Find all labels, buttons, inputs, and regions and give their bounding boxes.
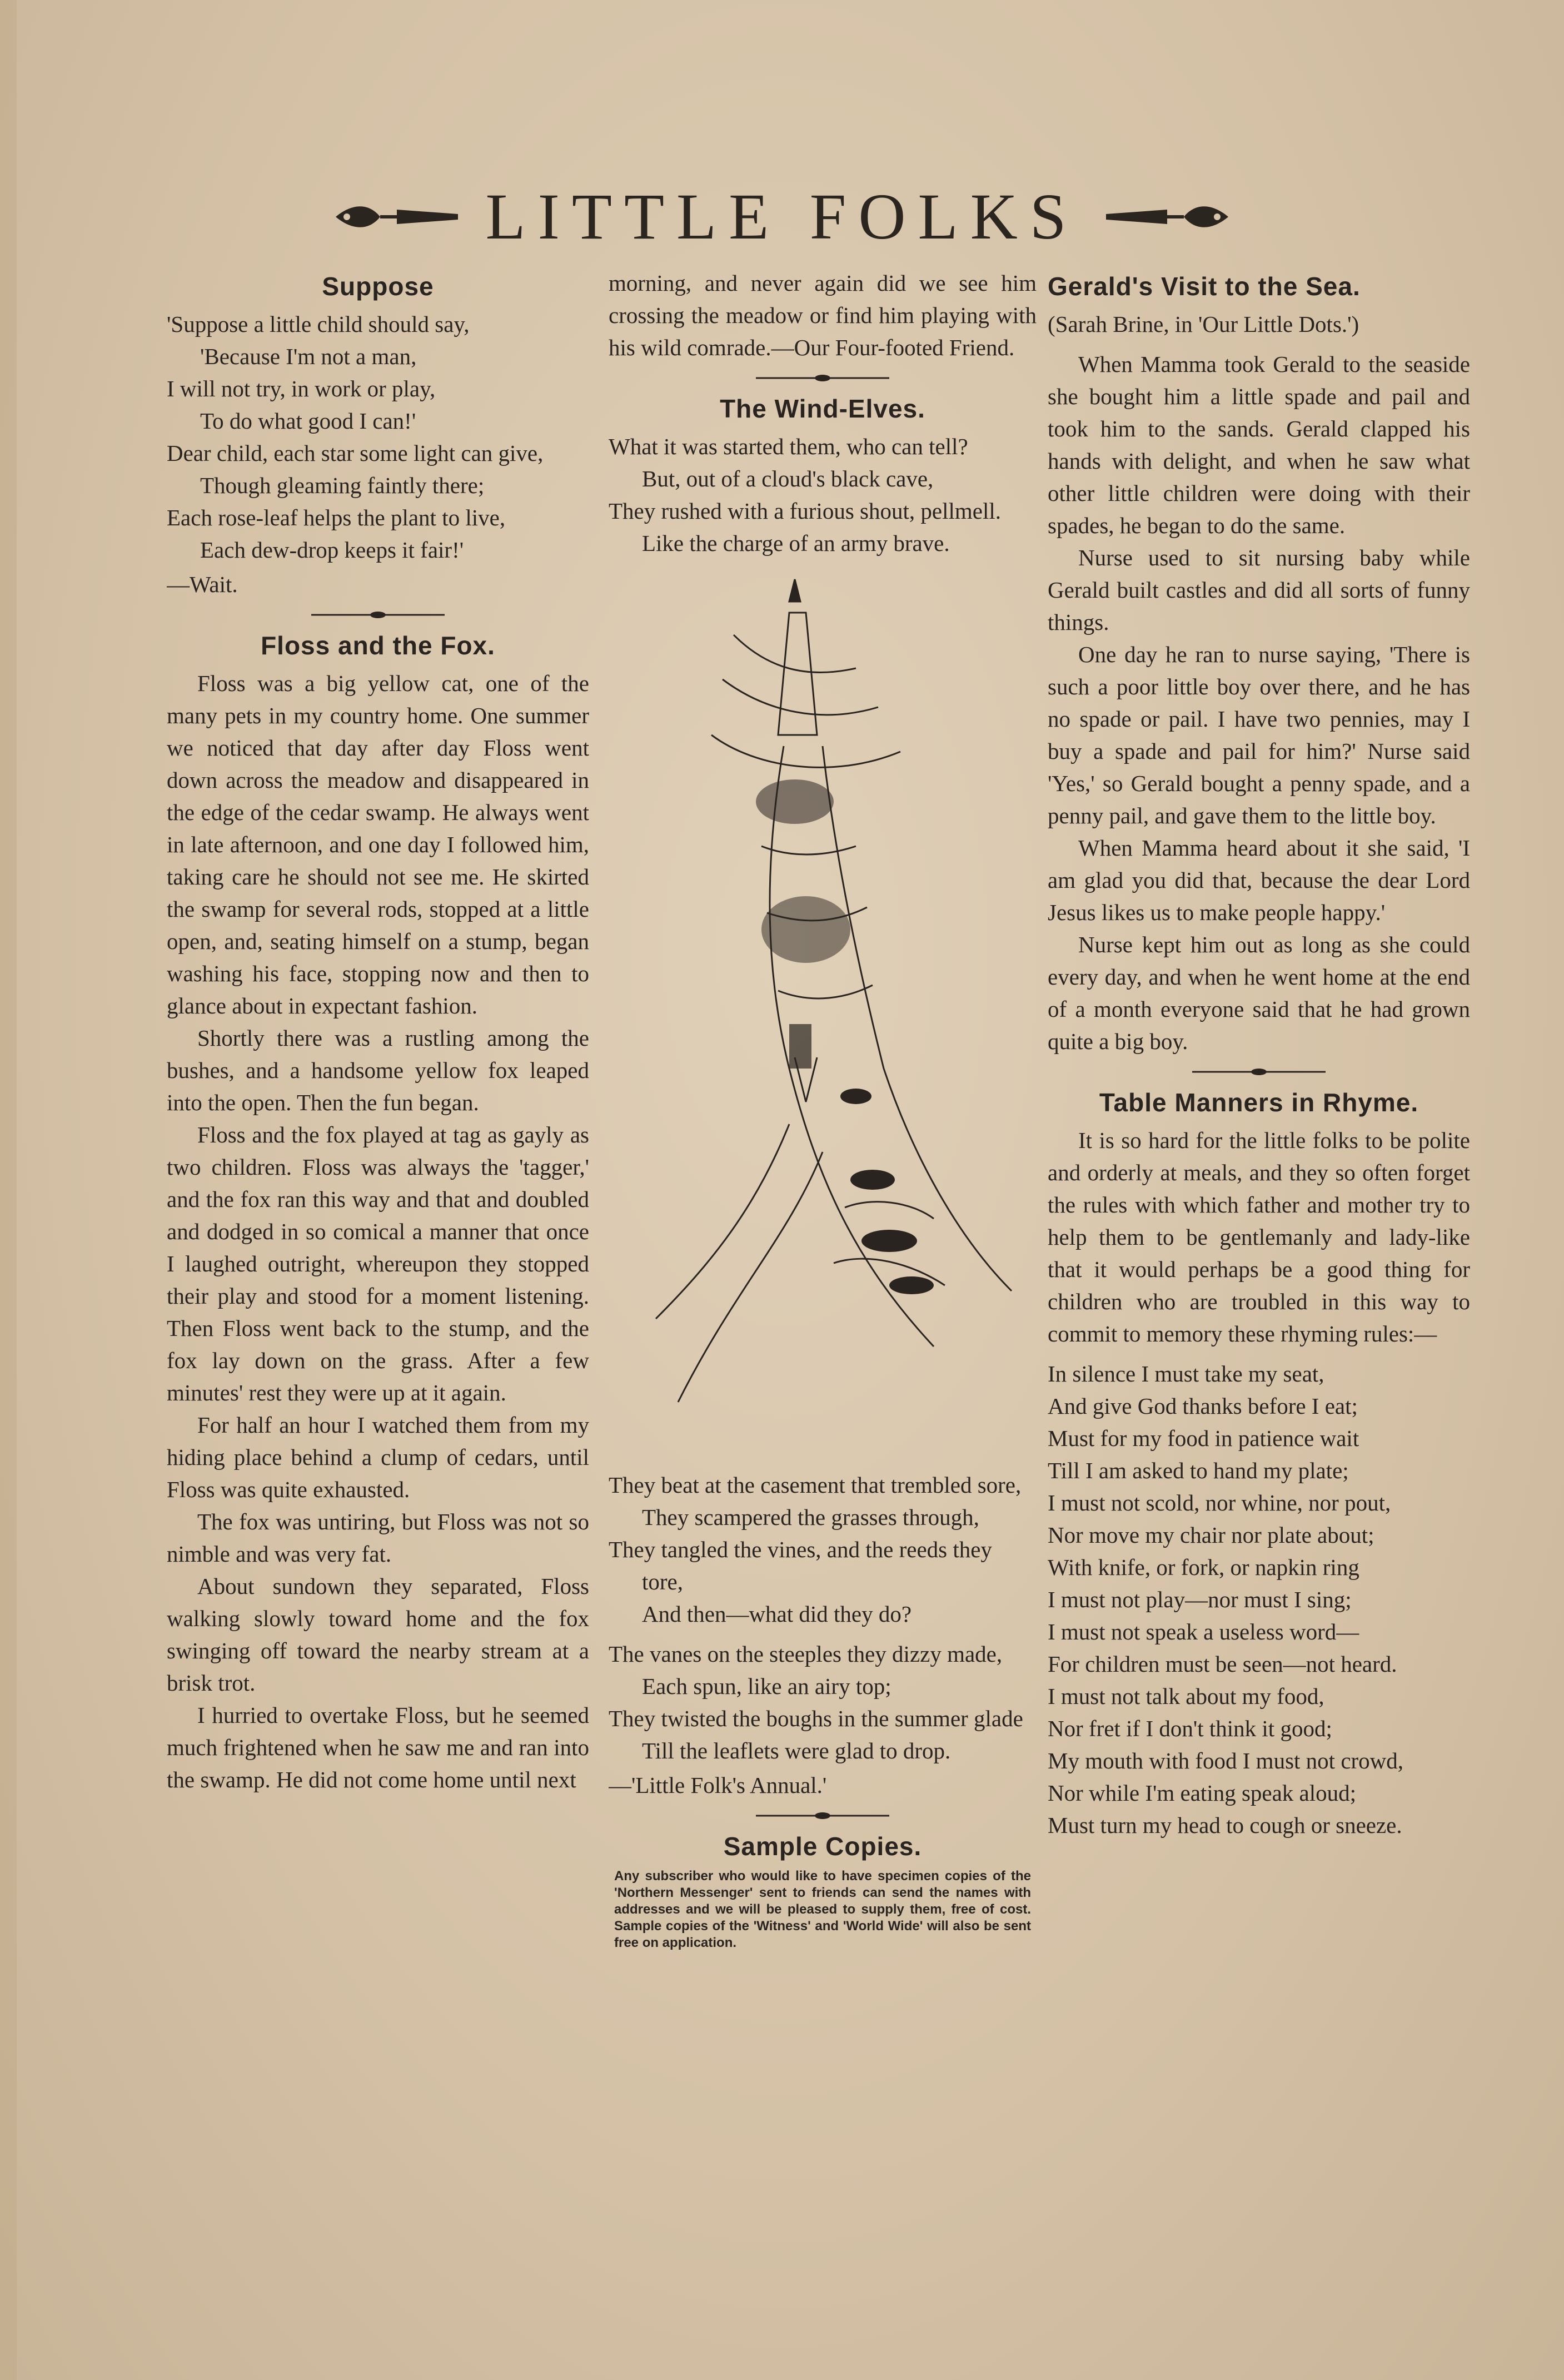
poem-line: I must not play—nor must I sing; bbox=[1048, 1587, 1352, 1612]
wind-elves-verse-3 bbox=[609, 1638, 1037, 1767]
poem-line: What it was started them, who can tell? bbox=[609, 434, 968, 459]
gerald-paragraph: When Mamma heard about it she said, 'I am glad you did that, because the dear Lord Jesus likes us to make people happy.' bbox=[1048, 835, 1470, 925]
poem-line: I must not talk about my food, bbox=[1048, 1683, 1324, 1709]
poem-line: They scampered the grasses through, bbox=[642, 1504, 979, 1530]
masthead-title: LITTLE FOLKS bbox=[485, 180, 1079, 253]
section-divider bbox=[756, 374, 889, 382]
poem-line: Nor fret if I don't think it good; bbox=[1048, 1716, 1332, 1741]
gerald-paragraph: Nurse kept him out as long as she could every day, and when he went home at the end of a month everyone said that he had grown quite a big boy. bbox=[1048, 932, 1470, 1054]
poem-line: In silence I must take my seat, bbox=[1048, 1361, 1324, 1387]
sample-copies-title: Sample Copies. bbox=[723, 1832, 922, 1861]
poem-line: For children must be seen—not heard. bbox=[1048, 1651, 1397, 1677]
floss-paragraph: For half an hour I watched them from my hiding place behind a clump of cedars, until Floss was quite exhausted. bbox=[167, 1412, 589, 1502]
poem-line: I will not try, in work or play, bbox=[167, 376, 436, 401]
floss-paragraph: Floss and the fox played at tag as gayly as two children. Floss was always the 'tagger,' and the fox ran this way and that and doubled and dodged in so comical a manner that once I laughed outright, whereupon they stopped their play and stood for a moment listening. Then Floss went back to the stump, and the fox lay down on the grass. After a few minutes' rest they were up at it again. bbox=[167, 1122, 589, 1405]
poem-line: To do what good I can!' bbox=[200, 408, 416, 434]
floss-paragraph: The fox was untiring, but Floss was not so nimble and was very fat. bbox=[167, 1509, 589, 1567]
poem-line: And give God thanks before I eat; bbox=[1048, 1393, 1358, 1419]
poem-line: Like the charge of an army brave. bbox=[642, 530, 950, 556]
poem-line: They rushed with a furious shout, pellmell. bbox=[609, 498, 1001, 524]
column-2 bbox=[609, 267, 1037, 2297]
poem-line: Must turn my head to cough or sneeze. bbox=[1048, 1812, 1402, 1838]
floss-continuation: morning, and never again did we see him crossing the meadow or find him playing with his wild comrade.—Our Four-footed Friend. bbox=[609, 270, 1037, 360]
poem-line: Though gleaming faintly there; bbox=[200, 473, 485, 498]
wind-elves-verse-2 bbox=[609, 1469, 1037, 1630]
poem-line: Till I am asked to hand my plate; bbox=[1048, 1458, 1349, 1483]
sample-copies-text: Any subscriber who would like to have specimen copies of the 'Northern Messenger' sent to friends can send the names with addresses and we will be pleased to supply them, free of cost. Sample copies of the 'Witness' and 'World Wide' will also be sent free on application. bbox=[614, 1869, 1031, 1950]
poem-line: 'Suppose a little child should say, bbox=[167, 311, 470, 337]
column-3 bbox=[1048, 267, 1470, 2297]
poem-line: The vanes on the steeples they dizzy made, bbox=[609, 1641, 1003, 1667]
suppose-poem bbox=[167, 308, 589, 566]
gerald-paragraph: One day he ran to nurse saying, 'There is such a poor little boy over there, and he has no spade or pail. I have two pennies, may I buy a spade and pail for him?' Nurse said 'Yes,' so Gerald bought a penny spade, and a penny pail, and gave them to the little boy. bbox=[1048, 642, 1470, 828]
column-1 bbox=[167, 267, 589, 2297]
poem-line: Nor move my chair nor plate about; bbox=[1048, 1522, 1374, 1548]
poem-line: 'Because I'm not a man, bbox=[200, 344, 417, 369]
poem-line: I must not scold, nor whine, nor pout, bbox=[1048, 1490, 1391, 1516]
section-divider bbox=[1192, 1067, 1326, 1076]
floss-paragraph: I hurried to overtake Floss, but he seemed much frightened when he saw me and ran into the swamp. He did not come home until next bbox=[167, 1702, 589, 1792]
floss-paragraph: Floss was a big yellow cat, one of the many pets in my country home. One summer we noticed that day after day Floss went down across the meadow and disappeared in the edge of the cedar swamp. He always went in late afternoon, and one day I followed him, taking care he should not see me. He skirted the swamp for several rods, stopped at a little open, and, seating himself on a stump, began washing his face, stopping now and then to glance about in expectant fashion. bbox=[167, 670, 589, 1018]
poem-line: Each rose-leaf helps the plant to live, bbox=[167, 505, 506, 530]
poem-line: They twisted the boughs in the summer glade bbox=[609, 1706, 1023, 1731]
wind-elves-title: The Wind-Elves. bbox=[720, 394, 925, 423]
gerald-paragraph: Nurse used to sit nursing baby while Gerald built castles and did all sorts of funny things. bbox=[1048, 545, 1470, 635]
poem-line: Till the leaflets were glad to drop. bbox=[642, 1738, 951, 1763]
masthead bbox=[0, 178, 1564, 256]
table-manners-intro: It is so hard for the little folks to be polite and orderly at meals, and they so often forget the rules with which father and mother try to help them to be gentlemanly and lady-like that it would perhaps be a good thing for children who are troubled in this way to commit to memory these rhyming rules:— bbox=[1048, 1127, 1470, 1346]
wind-elves-attribution: —'Little Folk's Annual.' bbox=[609, 1772, 827, 1798]
floss-paragraph: Shortly there was a rustling among the bushes, and a handsome yellow fox leaped into the open. Then the fun began. bbox=[167, 1025, 589, 1115]
gerald-paragraph: When Mamma took Gerald to the seaside she bought him a little spade and pail and took him to the sands. Gerald clapped his hands with delight, and when he saw what other little children were doing with their spades, he began to do the same. bbox=[1048, 351, 1470, 538]
floss-paragraph: About sundown they separated, Floss walking slowly toward home and the fox swinging off toward the nearby stream at a brisk trot. bbox=[167, 1573, 589, 1696]
poem-line: They beat at the casement that trembled sore, bbox=[609, 1472, 1022, 1498]
left-flourish-icon bbox=[330, 197, 464, 236]
poem-line: They tangled the vines, and the reeds they tore, bbox=[609, 1537, 992, 1594]
poem-line: Dear child, each star some light can give, bbox=[167, 440, 544, 466]
gerald-byline: (Sarah Brine, in 'Our Little Dots.') bbox=[1048, 311, 1359, 337]
gerald-title: Gerald's Visit to the Sea. bbox=[1048, 272, 1361, 301]
right-flourish-icon bbox=[1100, 197, 1234, 236]
page-fold-shadow bbox=[0, 0, 17, 2380]
poem-line: Must for my food in patience wait bbox=[1048, 1425, 1359, 1451]
section-divider bbox=[756, 1811, 889, 1820]
wind-elves-illustration bbox=[622, 568, 1023, 1458]
poem-line: Nor while I'm eating speak aloud; bbox=[1048, 1780, 1357, 1806]
suppose-attribution: —Wait. bbox=[167, 572, 238, 597]
suppose-title: Suppose bbox=[322, 272, 434, 301]
table-manners-title: Table Manners in Rhyme. bbox=[1099, 1088, 1419, 1117]
poem-line: And then—what did they do? bbox=[642, 1601, 912, 1627]
section-divider bbox=[311, 610, 445, 619]
poem-line: But, out of a cloud's black cave, bbox=[642, 466, 934, 491]
wind-elves-verse-1 bbox=[609, 430, 1037, 559]
poem-line: With knife, or fork, or napkin ring bbox=[1048, 1554, 1359, 1580]
poem-line: Each dew-drop keeps it fair!' bbox=[200, 537, 464, 563]
poem-line: Each spun, like an airy top; bbox=[642, 1673, 891, 1699]
poem-line: I must not speak a useless word— bbox=[1048, 1619, 1359, 1644]
poem-line: My mouth with food I must not crowd, bbox=[1048, 1748, 1404, 1773]
floss-title: Floss and the Fox. bbox=[261, 631, 495, 660]
table-manners-poem bbox=[1048, 1358, 1470, 1841]
